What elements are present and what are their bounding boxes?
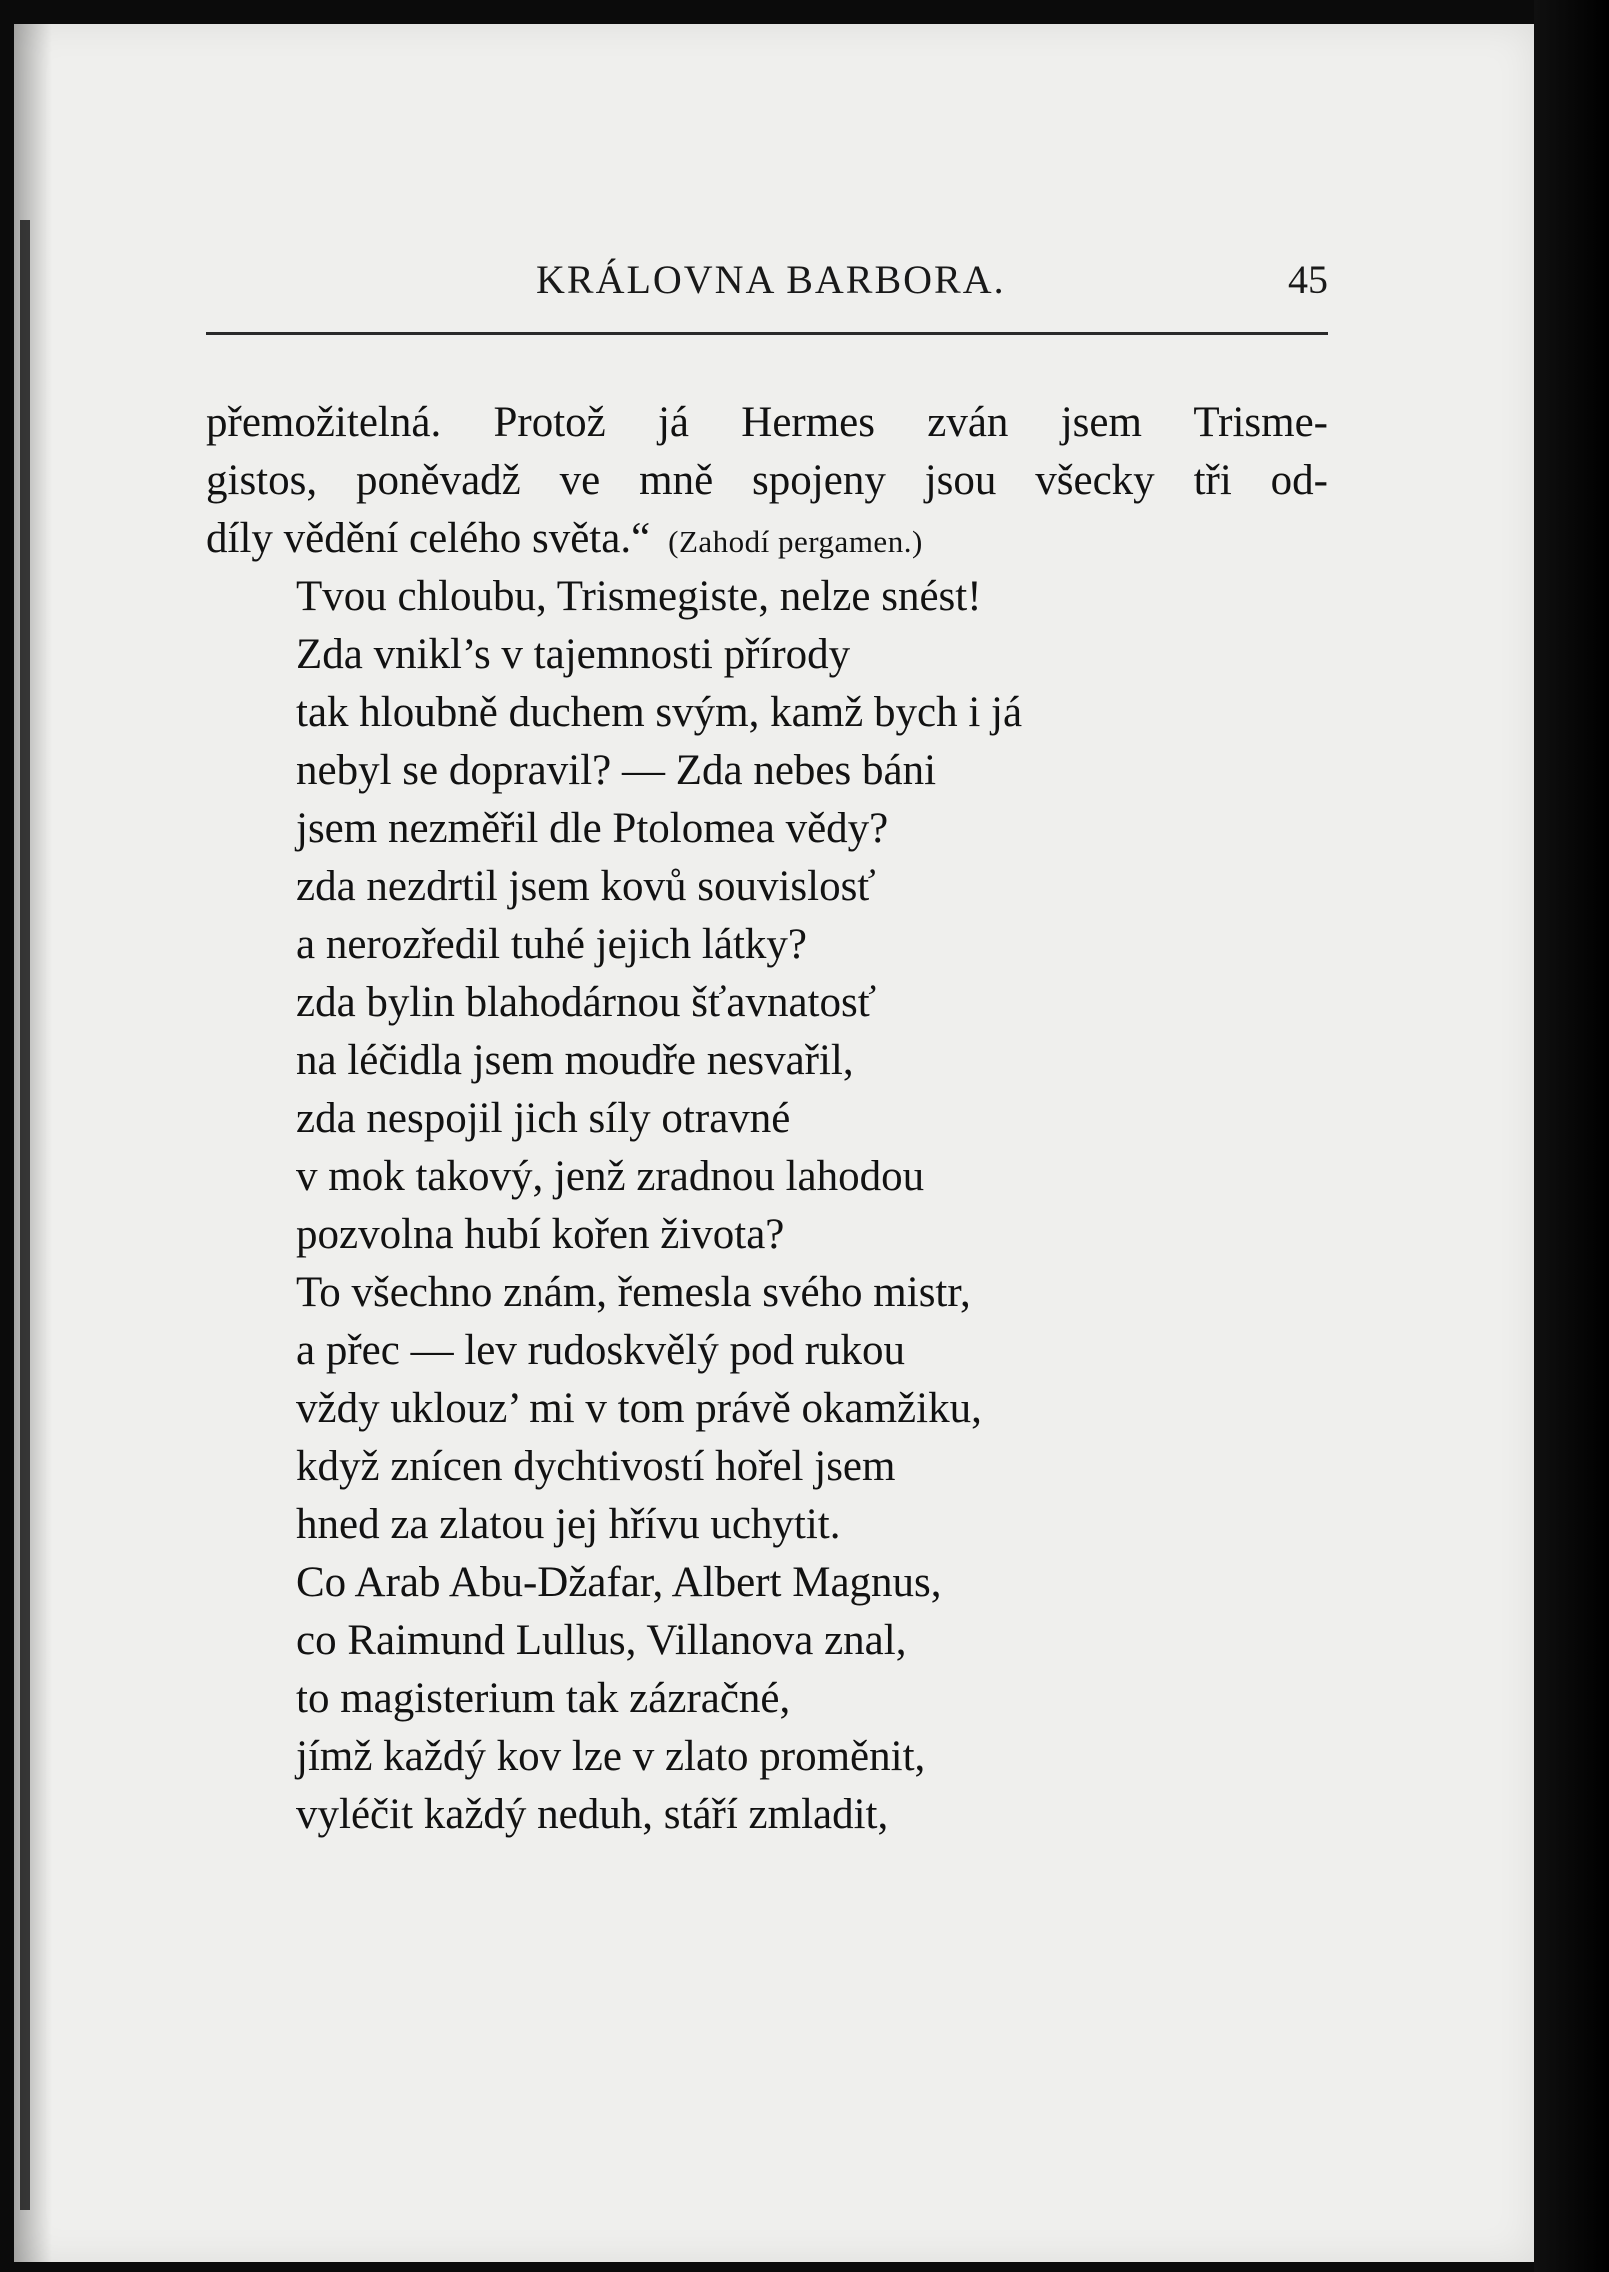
verse-line: a nerozředil tuhé jejich látky?	[296, 921, 807, 968]
verse-line: když znícen dychtivostí hořel jsem	[296, 1443, 896, 1490]
verse-line: vyléčit každý neduh, stáří zmladit,	[296, 1791, 889, 1838]
verse-line: hned za zlatou jej hřívu uchytit.	[296, 1501, 841, 1548]
verse-line: jímž každý kov lze v zlato proměnit,	[296, 1733, 926, 1780]
scan-border	[1534, 0, 1609, 2272]
page-number: 45	[1288, 257, 1328, 302]
prose-line-text: díly vědění celého světa.“	[206, 515, 651, 562]
verse-line: zda bylin blahodárnou šťavnatosť	[296, 979, 877, 1026]
verse-line: to magisterium tak zázračné,	[296, 1675, 791, 1722]
prose-line	[206, 510, 1328, 568]
verse-line: co Raimund Lullus, Villanova znal,	[296, 1617, 907, 1664]
verse-line: pozvolna hubí kořen života?	[296, 1211, 785, 1258]
verse-line: Tvou chloubu, Trismegiste, nelze snést!	[296, 573, 982, 620]
verse-line: v mok takový, jenž zradnou lahodou	[296, 1153, 925, 1200]
text-block	[206, 394, 1336, 1844]
verse-line: Zda vnikl’s v tajemnosti přírody	[296, 631, 851, 678]
binding-edge	[20, 220, 30, 2210]
verse-line: tak hloubně duchem svým, kamž bych i já	[296, 689, 1023, 736]
verse-line: To všechno znám, řemesla svého mistr,	[296, 1269, 971, 1316]
prose-line: gistos, poněvadž ve mně spojeny jsou všecky tři od-	[206, 457, 1328, 504]
header-title: KRÁLOVNA BARBORA.	[536, 257, 1006, 302]
verse-line: vždy uklouz’ mi v tom právě okamžiku,	[296, 1385, 982, 1432]
verse-line: zda nespojil jich síly otravné	[296, 1095, 791, 1142]
header-rule	[206, 332, 1328, 335]
stage-direction: (Zahodí pergamen.)	[668, 524, 923, 559]
running-head	[206, 256, 1328, 326]
verse-line: nebyl se dopravil? — Zda nebes báni	[296, 747, 937, 794]
prose-line: přemožitelná. Protož já Hermes zván jsem Trisme-	[206, 399, 1328, 446]
verse-line: na léčidla jsem moudře nesvařil,	[296, 1037, 854, 1084]
verse-line: a přec — lev rudoskvělý pod rukou	[296, 1327, 906, 1374]
verse-line: jsem nezměřil dle Ptolomea vědy?	[296, 805, 889, 852]
verse-line: Co Arab Abu-Džafar, Albert Magnus,	[296, 1559, 942, 1606]
verse-line: zda nezdrtil jsem kovů souvislosť	[296, 863, 876, 910]
